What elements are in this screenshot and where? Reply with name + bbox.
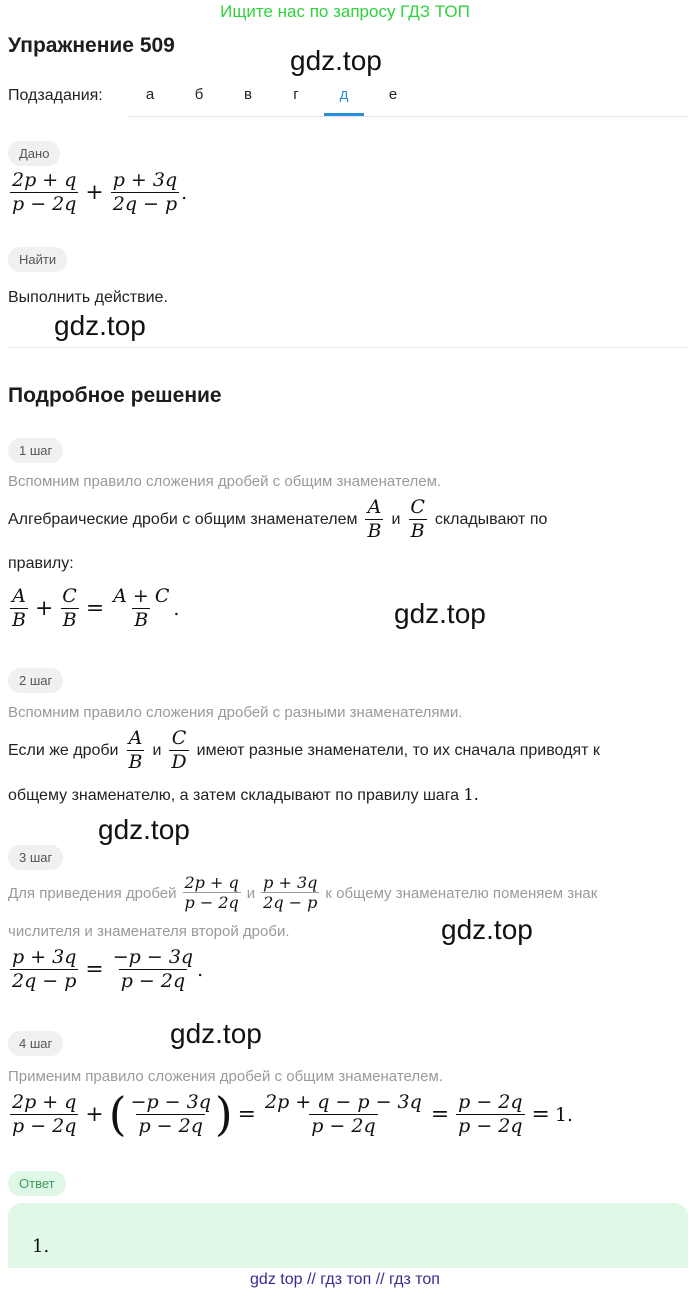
step-2-hint: Вспомним правило сложения дробей с разными знаменателями. <box>8 704 463 721</box>
fraction-a-over-b: $\frac{A}{B}$ <box>367 496 382 542</box>
given-fraction-1: $\frac{2p + q}{p - 2q}$ <box>12 169 77 215</box>
section-divider <box>8 347 688 348</box>
answer-box <box>8 1203 688 1273</box>
given-fraction-2: $\frac{p + 3q}{2q - p}$ <box>112 169 178 215</box>
page-title: Упражнение 509 <box>8 34 175 57</box>
tab-b[interactable]: б <box>194 86 204 103</box>
step-1-formula: $\frac{A}{B}$ + $\frac{C}{B}$ = $\frac{A + C}{B}$ . <box>12 585 180 631</box>
step-4-hint: Применим правило сложения дробей с общим знаменателем. <box>8 1068 443 1085</box>
watermark: gdz.top <box>394 598 486 629</box>
step-1-hint: Вспомним правило сложения дробей с общим знаменателем. <box>8 473 442 490</box>
step-2-rule: Если же дроби $\frac{A}{B}$ и $\frac{C}{D}$ имеют разные знаменатели, то их сначала приводят к <box>8 727 600 773</box>
step-3-hint-cont: числителя и знаменателя второй дроби. <box>8 923 290 940</box>
tab-v[interactable]: в <box>244 86 252 103</box>
tab-a[interactable]: а <box>145 86 155 103</box>
watermark: gdz.top <box>98 814 190 845</box>
tab-d[interactable]: д <box>339 86 349 103</box>
subtasks-label: Подзадания: <box>8 87 103 104</box>
find-badge: Найти <box>8 247 67 272</box>
promo-banner: Ищите нас по запросу ГДЗ ТОП <box>220 2 470 21</box>
watermark: gdz.top <box>441 914 533 945</box>
answer-badge: Ответ <box>8 1171 66 1196</box>
tab-e[interactable]: е <box>388 86 398 103</box>
step-1-rule: Алгебраические дроби с общим знаменателем $\frac{A}{B}$ и $\frac{C}{B}$ складывают по <box>8 496 548 542</box>
fraction-c-over-b: $\frac{C}{B}$ <box>410 496 425 542</box>
step-4-badge: 4 шаг <box>8 1031 63 1056</box>
step-1-rule-cont: правилу: <box>8 555 74 572</box>
step-3-badge: 3 шаг <box>8 845 63 870</box>
given-badge: Дано <box>8 141 60 166</box>
step-2-badge: 2 шаг <box>8 668 63 693</box>
fraction-c-over-d: $\frac{C}{D}$ <box>171 727 187 773</box>
given-expression: $\frac{2p + q}{p - 2q}$ + $\frac{p + 3q}{2q - p}$ . <box>12 169 188 215</box>
subtasks-tabs <box>128 78 688 117</box>
step-1-badge: 1 шаг <box>8 438 63 463</box>
step-3-formula: $\frac{p + 3q}{2q - p}$ = $\frac{-p - 3q}{p - 2q}$ . <box>12 946 204 992</box>
fraction-a-over-b: $\frac{A}{B}$ <box>128 727 143 773</box>
step-4-formula: $\frac{2p + q}{p - 2q}$ + ( $\frac{-p - 3q}{p - 2q}$ ) = $\frac{2p + q - p - 3q}{p - 2q}$ = $\frac{p - 2q}{p - 2q}$ = 1. <box>12 1088 573 1142</box>
watermark: gdz.top <box>54 310 146 341</box>
answer-value: 1. <box>32 1236 50 1257</box>
watermark: gdz.top <box>170 1018 262 1049</box>
step-2-rule-cont: общему знаменателю, а затем складывают по правилу шага 1. <box>8 785 479 804</box>
tab-g[interactable]: г <box>293 86 299 103</box>
watermark: gdz.top <box>290 45 382 76</box>
solution-title: Подробное решение <box>8 384 222 407</box>
step-3-hint: Для приведения дробей $\frac{2p + q}{p - 2q}$ и $\frac{p + 3q}{2q - p}$ к общему знаменателю поменяем знак <box>8 873 598 913</box>
step-reference: 1. <box>463 785 479 804</box>
find-text: Выполнить действие. <box>8 289 168 306</box>
footer-links[interactable]: gdz top // гдз топ // гдз топ <box>0 1268 690 1294</box>
active-tab-indicator <box>324 113 364 116</box>
